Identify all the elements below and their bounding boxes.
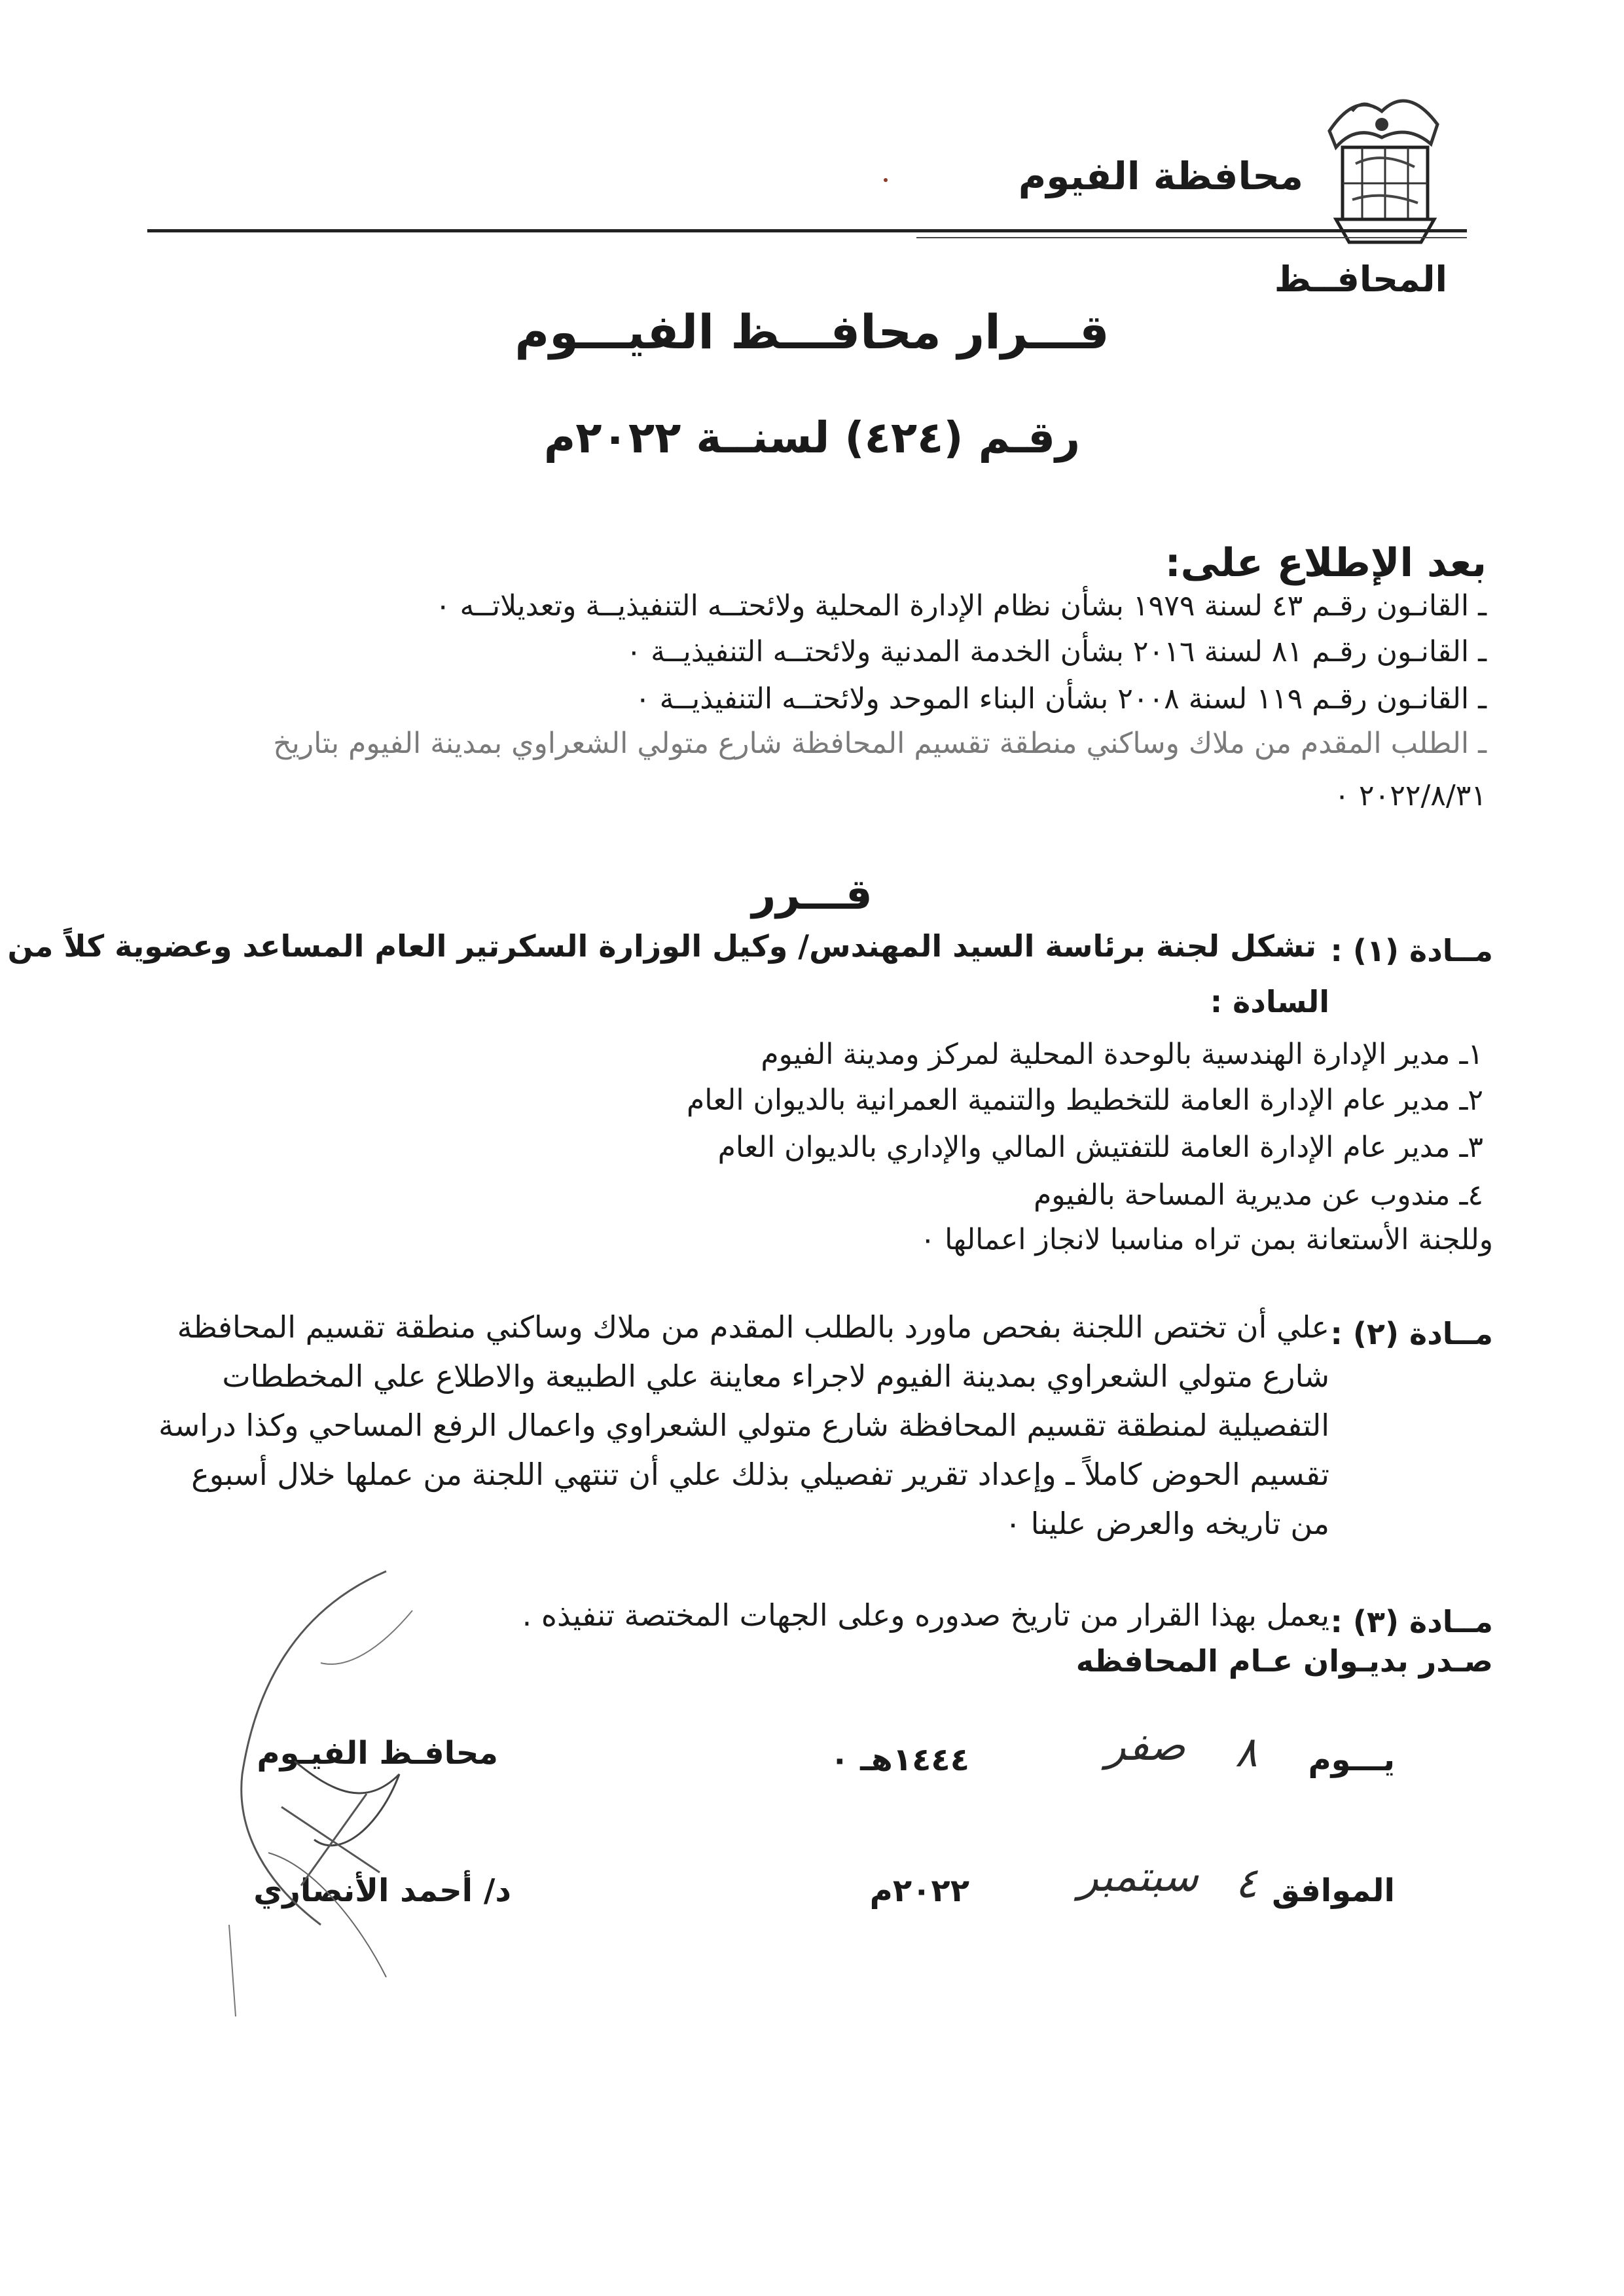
article-2-line: علي أن تختص اللجنة بفحص ماورد بالطلب المقدم من ملاك وساكني منطقة تقسيم المحافظة	[177, 1309, 1329, 1345]
header-divider	[147, 229, 1467, 232]
preamble-heading: بعد الإطلاع على:	[1164, 540, 1487, 586]
preamble-item: ـ القانـون رقـم ٨١ لسنة ٢٠١٦ بشأن الخدمة المدنية ولائحتــه التنفيذيــة ٠	[626, 635, 1487, 668]
date-greg-month: سبتمبر	[1078, 1853, 1199, 1901]
preamble-item: ـ الطلب المقدم من ملاك وساكني منطقة تقسيم المحافظة شارع متولي الشعراوي بمدينة الفيوم بتاريخ	[273, 727, 1487, 760]
committee-member: ٢ـ مدير عام الإدارة العامة للتخطيط والتنمية العمرانية بالديوان العام	[687, 1084, 1483, 1117]
article-3-label: مــادة (٣) :	[1330, 1604, 1493, 1639]
preamble-item: ـ القانـون رقـم ١١٩ لسنة ٢٠٠٨ بشأن البناء الموحد ولائحتــه التنفيذيــة ٠	[635, 682, 1487, 716]
office-title: المحافــظ	[1274, 259, 1447, 300]
signatory-title: محافـظ الفيـوم	[257, 1735, 498, 1772]
governorate-seal-icon	[1316, 85, 1447, 249]
decided-heading: قـــرر	[751, 871, 873, 919]
article-1-text-cont: السادة :	[1210, 984, 1329, 1019]
committee-member: ١ـ مدير الإدارة الهندسية بالوحدة المحلية لمركز ومدينة الفيوم	[761, 1038, 1483, 1071]
date-hijri-month: صفر	[1105, 1722, 1185, 1770]
date-greg-day: ٤	[1235, 1859, 1257, 1908]
preamble-item-date: ٢٠٢٢/٨/٣١ ٠	[1334, 779, 1487, 812]
committee-member: ٤ـ مندوب عن مديرية المساحة بالفيوم	[1034, 1178, 1483, 1212]
article-2-line: التفصيلية لمنطقة تقسيم المحافظة شارع متولي الشعراوي واعمال الرفع المساحي وكذا دراسة	[158, 1408, 1329, 1443]
issued-at: صـدر بديـوان عـام المحافظه	[1075, 1643, 1493, 1679]
date-hijri-year: ١٤٤٤هـ ٠	[830, 1741, 969, 1778]
article-1-closing: وللجنة الأستعانة بمن تراه مناسبا لانجاز اعمالها ٠	[920, 1223, 1493, 1256]
signatory-name: د/ أحمد الأنصاري	[253, 1872, 511, 1909]
committee-member: ٣ـ مدير عام الإدارة العامة للتفتيش المالي والإداري بالديوان العام	[717, 1131, 1483, 1164]
article-2-line: شارع متولي الشعراوي بمدينة الفيوم لاجراء معاينة علي الطبيعة والاطلاع علي المخططات	[222, 1358, 1329, 1394]
signature-scribble	[216, 1558, 452, 2030]
article-1-text: تشكل لجنة برئاسة السيد المهندس/ وكيل الوزارة السكرتير العام المساعد وعضوية كلاً من	[7, 928, 1316, 964]
preamble-item: ـ القانـون رقـم ٤٣ لسنة ١٩٧٩ بشأن نظام الإدارة المحلية ولائحتــه التنفيذيــة وتعديلاتــه ٠	[435, 589, 1487, 623]
date-day-label: يـــوم	[1308, 1741, 1395, 1778]
header-divider-thin	[916, 237, 1467, 238]
paper-speck	[884, 178, 888, 182]
article-2-line: من تاريخه والعرض علينا ٠	[1005, 1506, 1329, 1541]
decision-number: رقـم (٤٢٤) لسنــة ٢٠٢٢م	[543, 412, 1081, 463]
date-day-number: ٨	[1235, 1728, 1257, 1777]
decision-title: قـــرار محافـــظ الفيـــوم	[514, 304, 1110, 359]
article-2-line: تقسيم الحوض كاملاً ـ وإعداد تقرير تفصيلي بذلك علي أن تنتهي اللجنة من عملها خلال أسبوع	[191, 1457, 1329, 1492]
article-3-text: يعمل بهذا القرار من تاريخ صدوره وعلى الجهات المختصة تنفيذه .	[522, 1597, 1329, 1633]
article-2-label: مــادة (٢) :	[1330, 1316, 1493, 1351]
article-1-label: مــادة (١) :	[1330, 933, 1493, 968]
governorate-name: محافظة الفيوم	[1018, 154, 1303, 198]
date-greg-year: ٢٠٢٢م	[869, 1872, 969, 1909]
date-corresponding-label: الموافق	[1272, 1872, 1395, 1909]
